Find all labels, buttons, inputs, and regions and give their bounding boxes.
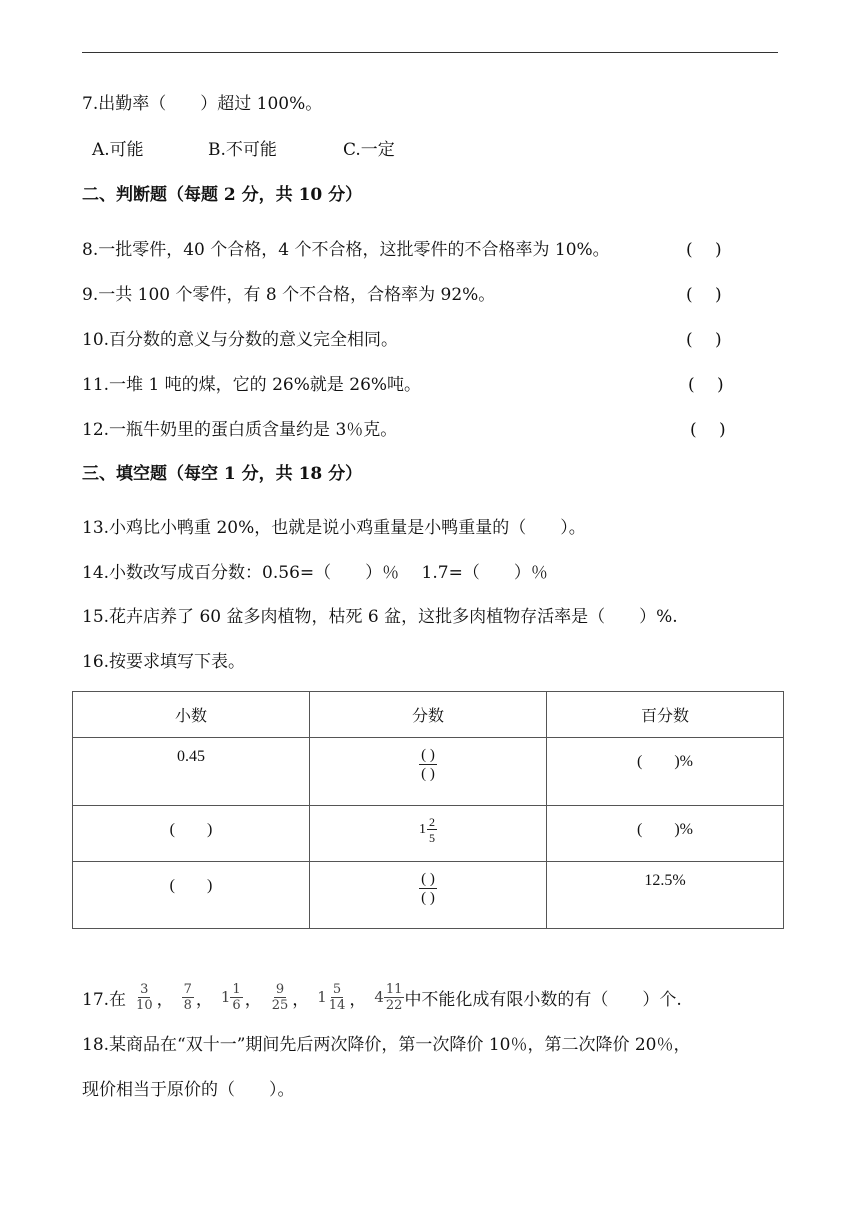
q8-answer-paren: ( ) — [686, 240, 722, 260]
table-header-row — [73, 692, 784, 738]
cell-percent: ( )% — [547, 738, 784, 806]
q17-suffix: 中不能化成有限小数的有（ ）个. — [404, 989, 682, 1010]
cell-decimal: 0.45 — [73, 738, 310, 806]
header-decimal: 小数 — [73, 692, 310, 738]
cell-fraction — [310, 738, 547, 806]
separator: ， — [292, 989, 310, 1010]
fraction-denominator: 22 — [385, 997, 403, 1013]
question-15: 15.花卉店养了 60 盆多肉植物，枯死 6 盆，这批多肉植物存活率是（ ）%. — [82, 607, 678, 627]
fraction-9-25 — [270, 983, 291, 1012]
cell-fraction — [310, 806, 547, 862]
question-16: 16.按要求填写下表。 — [82, 652, 246, 672]
fraction-numerator: ( ) — [421, 747, 435, 763]
question-18-line-2: 现价相当于原价的（ ）。 — [82, 1080, 295, 1100]
fraction-numerator: 11 — [385, 981, 403, 997]
q17-prefix: 17.在 — [82, 989, 127, 1010]
fraction-denominator: 6 — [232, 997, 241, 1013]
separator: ， — [156, 989, 174, 1010]
q10-answer-paren: ( ) — [686, 330, 722, 350]
fraction-denominator: 25 — [271, 997, 289, 1013]
fraction-numerator: 2 — [429, 815, 435, 829]
fraction-3-10 — [134, 983, 155, 1012]
mixed-whole: 1 — [317, 988, 327, 1006]
mixed-whole: 1 — [419, 822, 426, 837]
question-9: 9.一共 100 个零件，有 8 个不合格，合格率为 92%。 — [82, 285, 496, 305]
separator: ， — [244, 989, 262, 1010]
q7-option-a: A.可能 — [92, 140, 144, 160]
table-row — [73, 738, 784, 806]
header-percent: 百分数 — [547, 692, 784, 738]
fraction-numerator: 7 — [183, 981, 192, 997]
q12-answer-paren: ( ) — [690, 420, 726, 440]
question-12: 12.一瓶牛奶里的蛋白质含量约是 3％克。 — [82, 420, 398, 440]
question-11: 11.一堆 1 吨的煤，它的 26%就是 26%吨。 — [82, 375, 422, 395]
question-17 — [82, 980, 682, 1014]
question-8: 8.一批零件，40 个合格，4 个不合格，这批零件的不合格率为 10%。 — [82, 240, 610, 260]
cell-percent: ( )% — [547, 806, 784, 862]
cell-decimal: ( ) — [73, 862, 310, 929]
cell-decimal: ( ) — [73, 806, 310, 862]
fraction-numerator: 3 — [140, 981, 149, 997]
question-7: 7.出勤率（ ）超过 100%。 — [82, 94, 323, 114]
fraction-denominator: 8 — [183, 997, 192, 1013]
question-10: 10.百分数的意义与分数的意义完全相同。 — [82, 330, 399, 350]
fraction-numerator: ( ) — [421, 871, 435, 887]
header-fraction: 分数 — [310, 692, 547, 738]
cell-percent: 12.5% — [547, 862, 784, 929]
table-row — [73, 806, 784, 862]
q7-option-c: C.一定 — [343, 140, 395, 160]
mixed-number — [419, 816, 437, 844]
table-row — [73, 862, 784, 929]
fraction-blank — [419, 872, 437, 906]
mixed-whole: 1 — [220, 988, 231, 1006]
fraction-denominator: 10 — [136, 997, 153, 1013]
mixed-whole: 4 — [374, 988, 384, 1006]
section-2-title: 二、判断题（每题 2 分，共 10 分） — [82, 185, 363, 205]
q9-answer-paren: ( ) — [686, 285, 722, 305]
fraction-7-8 — [182, 983, 194, 1012]
fraction-blank — [419, 748, 437, 782]
cell-fraction — [310, 862, 547, 929]
conversion-table — [72, 691, 784, 929]
fraction-numerator: 5 — [332, 981, 342, 997]
fraction-denominator: ( ) — [421, 766, 435, 782]
question-13: 13.小鸡比小鸭重 20%，也就是说小鸡重量是小鸭重量的（ ）。 — [82, 518, 586, 538]
fraction — [384, 983, 405, 1012]
fraction — [230, 983, 242, 1012]
mixed-1-1-6 — [221, 983, 243, 1012]
question-14: 14.小数改写成百分数：0.56=（ ）％ 1.7=（ ）％ — [82, 563, 548, 583]
mixed-4-11-22 — [374, 983, 404, 1012]
fraction-denominator: 5 — [429, 831, 435, 845]
separator: ， — [349, 989, 367, 1010]
fraction-numerator: 1 — [232, 981, 241, 997]
q11-answer-paren: ( ) — [688, 375, 724, 395]
top-rule — [82, 52, 778, 53]
fraction — [327, 983, 348, 1012]
question-18-line-1: 18.某商品在“双十一”期间先后两次降价，第一次降价 10％，第二次降价 20％， — [82, 1035, 691, 1055]
fraction-numerator: 9 — [275, 981, 285, 997]
mixed-1-5-14 — [317, 983, 347, 1012]
section-3-title: 三、填空题（每空 1 分，共 18 分） — [82, 464, 363, 484]
separator: ， — [195, 989, 213, 1010]
q7-option-b: B.不可能 — [208, 140, 277, 160]
fraction — [427, 816, 437, 844]
fraction-denominator: ( ) — [421, 890, 435, 906]
fraction-denominator: 14 — [328, 997, 346, 1013]
